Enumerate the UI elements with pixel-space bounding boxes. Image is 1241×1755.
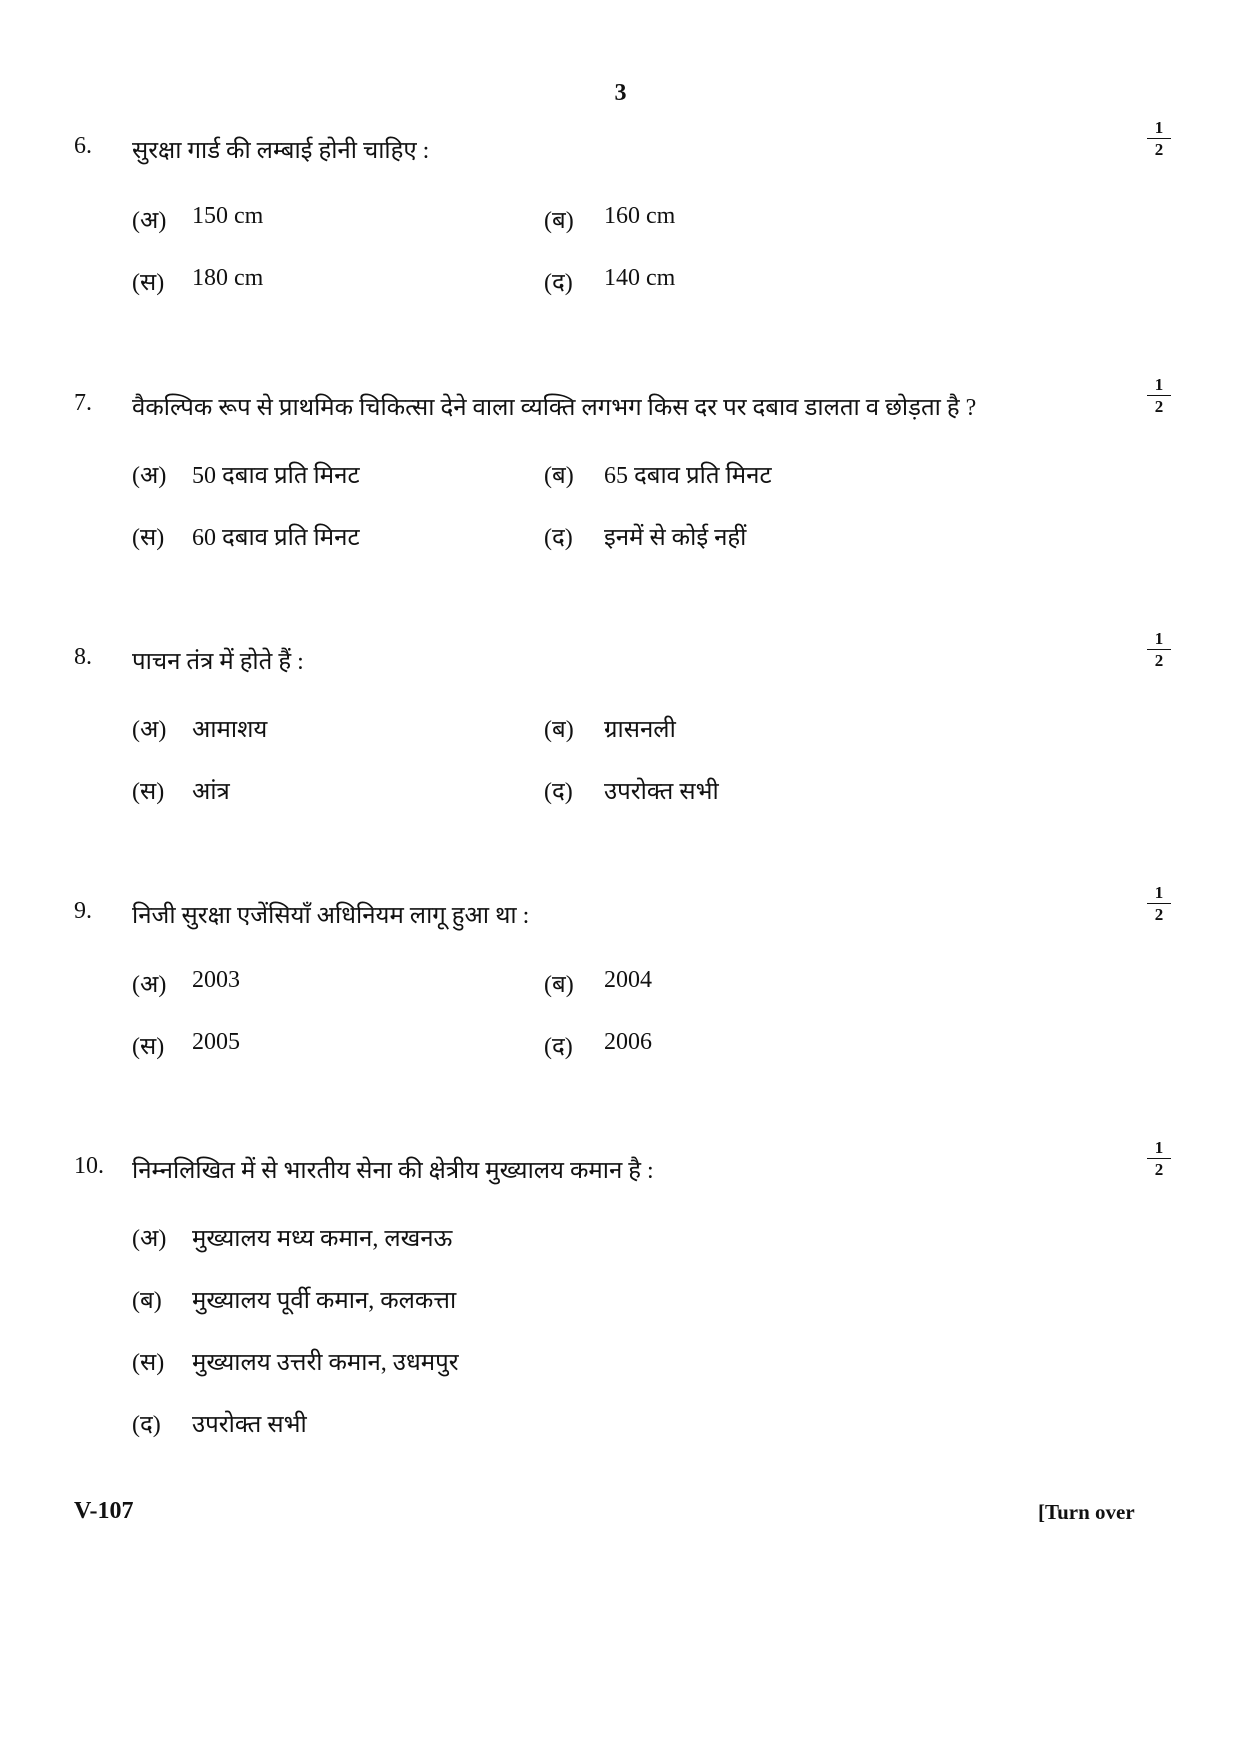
question-text: निजी सुरक्षा एजेंसियाँ अधिनियम लागू हुआ था :: [132, 903, 530, 929]
option-label: (अ): [132, 972, 167, 998]
option-text: उपरोक्त सभी: [604, 779, 719, 805]
option-label: (स): [132, 779, 165, 805]
option-label: (द): [544, 779, 573, 805]
marks-numerator: 1: [1147, 630, 1171, 650]
option-label: (ब): [544, 972, 574, 998]
marks-fraction: [1147, 376, 1171, 415]
option-label: (द): [544, 270, 573, 296]
option-text: 2003: [192, 967, 240, 993]
marks-denominator: 2: [1154, 651, 1164, 670]
option-text: इनमें से कोई नहीं: [604, 525, 747, 551]
option-text: 2005: [192, 1029, 240, 1055]
option-label: (अ): [132, 208, 167, 234]
option-text: 180 cm: [192, 265, 264, 291]
marks-numerator: 1: [1147, 1139, 1171, 1159]
turn-over-note: [Turn over: [1038, 1500, 1135, 1524]
option-label: (द): [544, 1034, 573, 1060]
option-text: उपरोक्त सभी: [192, 1412, 307, 1438]
option-text: ग्रासनली: [604, 717, 676, 743]
question-text: सुरक्षा गार्ड की लम्बाई होनी चाहिए :: [132, 138, 430, 164]
option-text: मुख्यालय पूर्वी कमान, कलकत्ता: [192, 1288, 457, 1314]
option-label: (स): [132, 1350, 165, 1376]
option-label: (ब): [544, 717, 574, 743]
option-text: आंत्र: [192, 779, 230, 805]
option-label: (द): [132, 1412, 161, 1438]
option-text: 2006: [604, 1029, 652, 1055]
option-text: 140 cm: [604, 265, 676, 291]
marks-fraction: [1147, 1139, 1171, 1178]
question-number: 7.: [74, 390, 92, 416]
option-text: 150 cm: [192, 203, 264, 229]
option-label: (स): [132, 1034, 165, 1060]
option-text: मुख्यालय मध्य कमान, लखनऊ: [192, 1226, 453, 1252]
option-text: 50 दबाव प्रति मिनट: [192, 463, 360, 489]
marks-numerator: 1: [1147, 884, 1171, 904]
marks-numerator: 1: [1147, 376, 1171, 396]
option-text: 2004: [604, 967, 652, 993]
question-number: 6.: [74, 133, 92, 159]
marks-denominator: 2: [1154, 140, 1164, 159]
page-number: 3: [614, 80, 627, 106]
marks-denominator: 2: [1154, 397, 1164, 416]
question-text: वैकल्पिक रूप से प्राथमिक चिकित्सा देने वाला व्यक्ति लगभग किस दर पर दबाव डालता व छोड़ता है ?: [132, 395, 977, 421]
option-label: (अ): [132, 1226, 167, 1252]
option-text: 160 cm: [604, 203, 676, 229]
option-label: (अ): [132, 717, 167, 743]
option-text: 65 दबाव प्रति मिनट: [604, 463, 772, 489]
question-text: पाचन तंत्र में होते हैं :: [132, 649, 304, 675]
marks-denominator: 2: [1154, 1160, 1164, 1179]
option-label: (ब): [132, 1288, 162, 1314]
option-label: (ब): [544, 208, 574, 234]
option-text: 60 दबाव प्रति मिनट: [192, 525, 360, 551]
option-label: (ब): [544, 463, 574, 489]
option-label: (द): [544, 525, 573, 551]
question-number: 10.: [74, 1153, 104, 1179]
option-text: आमाशय: [192, 717, 268, 743]
question-number: 8.: [74, 644, 92, 670]
option-text: मुख्यालय उत्तरी कमान, उधमपुर: [192, 1350, 459, 1376]
marks-denominator: 2: [1154, 905, 1164, 924]
question-number: 9.: [74, 898, 92, 924]
paper-code: V-107: [74, 1498, 134, 1524]
option-label: (अ): [132, 463, 167, 489]
marks-numerator: 1: [1147, 119, 1171, 139]
marks-fraction: [1147, 630, 1171, 669]
option-label: (स): [132, 270, 165, 296]
question-text: निम्नलिखित में से भारतीय सेना की क्षेत्रीय मुख्यालय कमान है :: [132, 1158, 654, 1184]
marks-fraction: [1147, 119, 1171, 158]
option-label: (स): [132, 525, 165, 551]
marks-fraction: [1147, 884, 1171, 923]
